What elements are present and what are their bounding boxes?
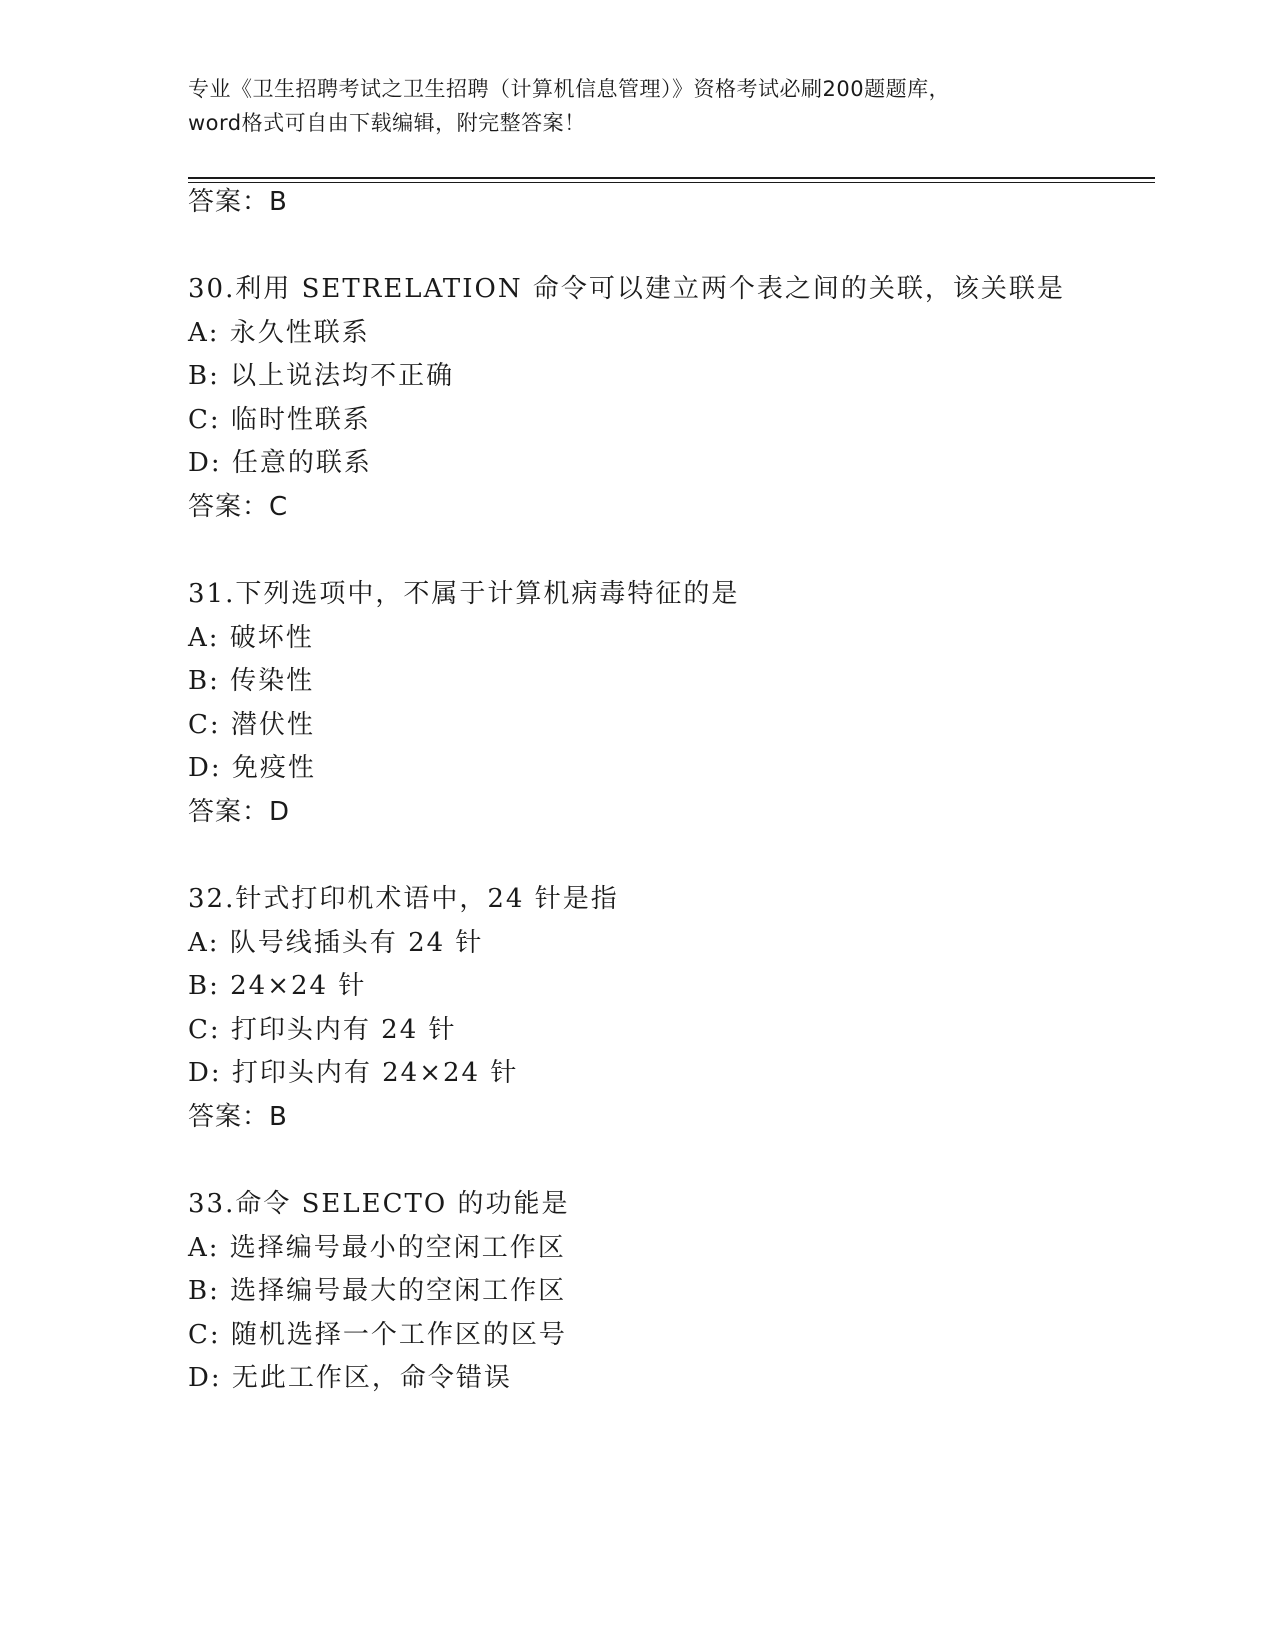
question-31-answer: 答案：D [188,797,291,827]
question-33-option-a: A: 选择编号最小的空闲工作区 [188,1233,566,1263]
question-31-option-b: B: 传染性 [188,666,315,696]
question-33-stem: 33.命令 SELECTO 的功能是 [188,1189,570,1219]
question-32-option-a: A: 队号线插头有 24 针 [188,928,484,958]
question-32-option-c: C: 打印头内有 24 针 [188,1015,457,1045]
header-line-1: 专业《卫生招聘考试之卫生招聘（计算机信息管理）》资格考试必刷200题题库， [188,77,951,101]
question-30-option-d: D: 任意的联系 [188,448,372,478]
answer-previous: 答案：B [188,187,288,217]
question-32-option-b: B: 24×24 针 [188,971,367,1001]
question-31-option-d: D: 免疫性 [188,753,316,783]
header-divider [188,177,1155,179]
question-30-option-b: B: 以上说法均不正确 [188,361,455,391]
question-31-option-c: C: 潜伏性 [188,710,315,740]
question-32-option-d: D: 打印头内有 24×24 针 [188,1058,519,1088]
question-31-option-a: A: 破坏性 [188,623,314,653]
question-30-option-c: C: 临时性联系 [188,405,371,435]
header-divider-thin [188,182,1155,183]
question-33-option-d: D: 无此工作区，命令错误 [188,1363,512,1393]
question-32-stem: 32.针式打印机术语中，24 针是指 [188,884,619,914]
question-30-answer: 答案：C [188,492,289,522]
question-31-stem: 31.下列选项中，不属于计算机病毒特征的是 [188,579,740,609]
question-32-answer: 答案：B [188,1102,288,1132]
question-33-option-c: C: 随机选择一个工作区的区号 [188,1320,567,1350]
document-header [188,72,1088,140]
question-33-option-b: B: 选择编号最大的空闲工作区 [188,1276,567,1306]
question-30-option-a: A: 永久性联系 [188,318,370,348]
question-30-stem: 30.利用 SETRELATION 命令可以建立两个表之间的关联，该关联是 [188,274,1065,304]
header-line-2: word格式可自由下载编辑，附完整答案！ [188,111,586,135]
